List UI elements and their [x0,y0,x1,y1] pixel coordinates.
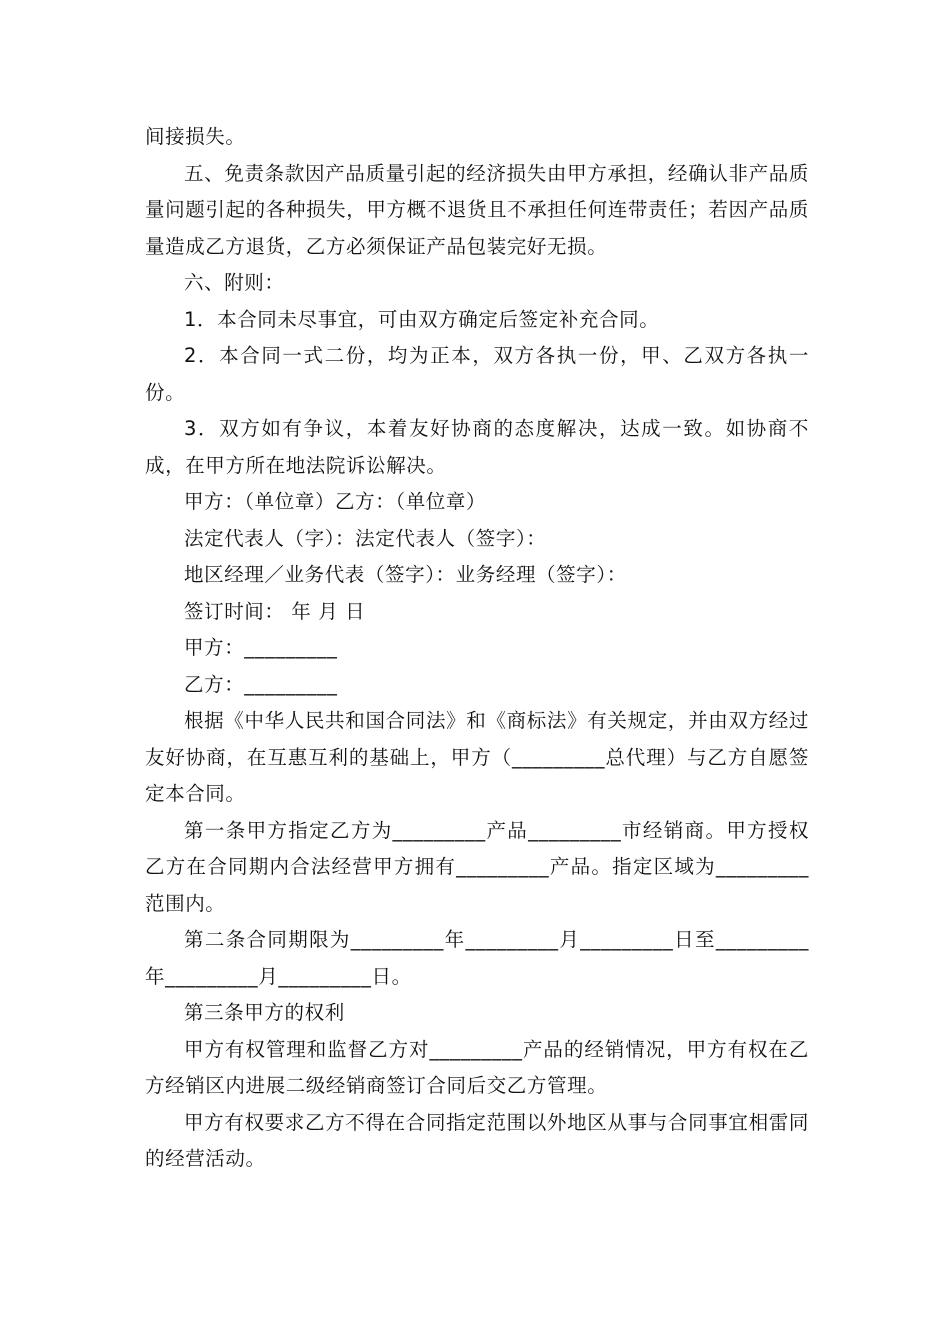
paragraph-item-3: 3．双方如有争议，本着友好协商的态度解决，达成一致。如协商不成，在甲方所在地法院诉讼解决。 [145,417,809,477]
party-b-line: 乙方：_________ [184,672,338,696]
paragraph-clause-6-heading: 六、附则： [184,271,285,294]
signing-date-line: 签订时间： 年 月 日 [184,599,366,623]
document-body [145,119,809,1178]
paragraph-preamble: 根据《中华人民共和国合同法》和《商标法》有关规定，并由双方经过友好协商，在互惠互利的基础上，甲方（_________总代理）与乙方自愿签定本合同。 [145,709,809,805]
paragraph-article-3-heading: 第三条甲方的权利 [184,1001,345,1024]
signature-seal-line: 甲方：（单位章）乙方：（单位章） [184,490,487,513]
signature-manager-line: 地区经理／业务代表（签字）：业务经理（签字）： [184,563,627,586]
paragraph-article-3-right-1: 甲方有权管理和监督乙方对_________产品的经销情况，甲方有权在乙方经销区内进展二级经销商签订合同后交乙方管理。 [145,1037,809,1097]
paragraph-item-1: 1．本合同未尽事宜，可由双方确定后签定补充合同。 [184,307,660,331]
paragraph-article-1: 第一条甲方指定乙方为_________产品_________市经销商。甲方授权乙方在合同期内合法经营甲方拥有_________产品。指定区域为_________范围内。 [145,818,809,915]
paragraph-item-2: 2．本合同一式二份，均为正本，双方各执一份，甲、乙双方各执一份。 [145,344,809,404]
paragraph-article-2: 第二条合同期限为_________年_________月_________日至_________年_________月_________日。 [145,928,809,988]
paragraph-article-3-right-2: 甲方有权要求乙方不得在合同指定范围以外地区从事与合同事宜相雷同的经营活动。 [145,1110,809,1170]
signature-legal-rep-line: 法定代表人（字）：法定代表人（签字）： [184,526,547,550]
paragraph-indirect-loss: 间接损失。 [145,125,246,148]
party-a-line: 甲方：_________ [184,636,338,659]
paragraph-clause-5-exemption: 五、免责条款因产品质量引起的经济损失由甲方承担，经确认非产品质量问题引起的各种损失，甲方概不退货且不承担任何连带责任；若因产品质量造成乙方退货，乙方必须保证产品包装完好无损。 [145,161,809,258]
